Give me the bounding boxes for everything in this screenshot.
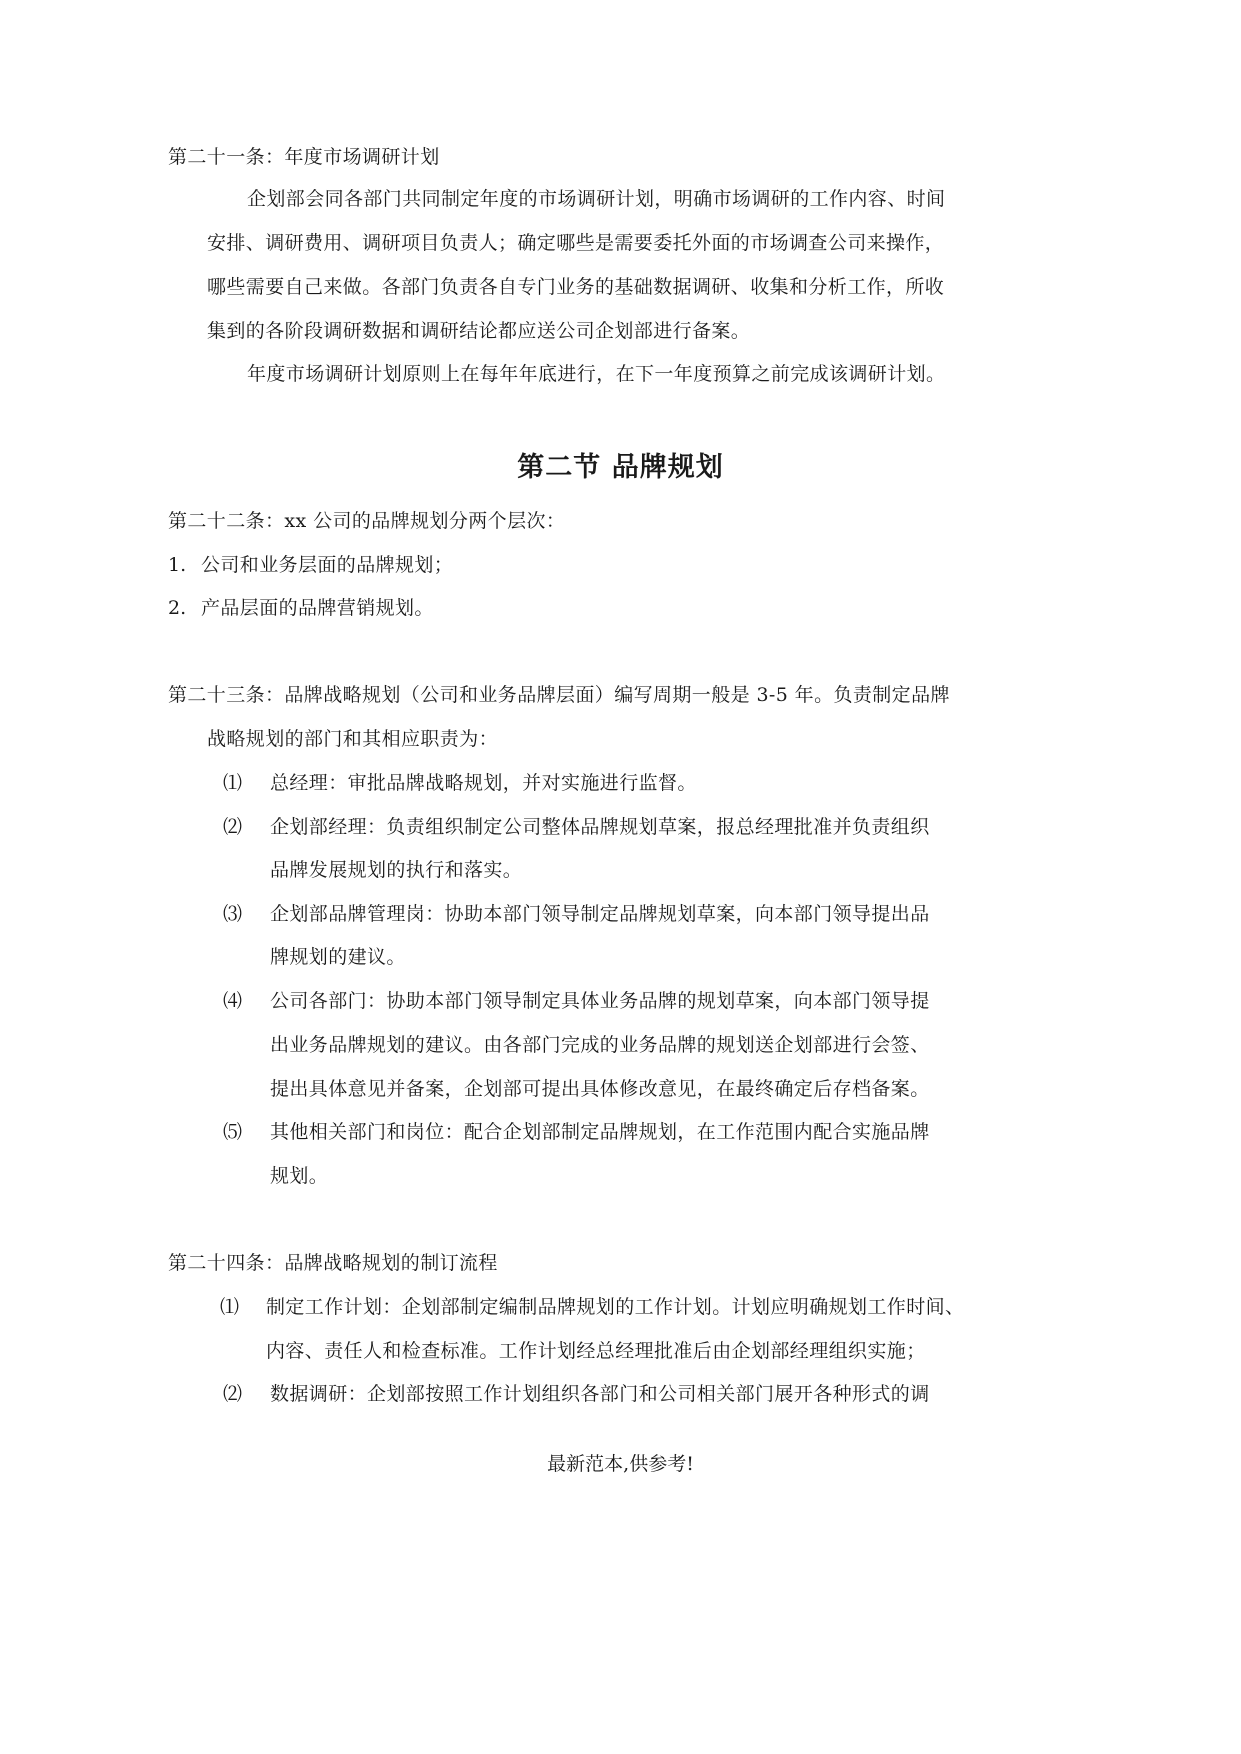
list-item-text: 数据调研：企划部按照工作计划组织各部门和公司相关部门展开各种形式的调	[270, 1383, 930, 1405]
list-item-text: 其他相关部门和岗位：配合企划部制定品牌规划，在工作范围内配合实施品牌	[270, 1121, 930, 1143]
list-item-number: ⑵	[223, 816, 243, 838]
article-23-title-line: 战略规划的部门和其相应职责为：	[207, 728, 499, 750]
list-item-text: 规划。	[270, 1165, 329, 1187]
article-22-title: 第二十二条：xx 公司的品牌规划分两个层次：	[168, 510, 566, 532]
list-item-number: ⑶	[223, 903, 243, 925]
article-24-title: 第二十四条：品牌战略规划的制订流程	[168, 1252, 498, 1274]
article-21-paragraph-line: 哪些需要自己来做。各部门负责各自专门业务的基础数据调研、收集和分析工作，所收	[207, 276, 945, 298]
list-item-text: 品牌发展规划的执行和落实。	[270, 859, 523, 881]
article-21-paragraph-line: 安排、调研费用、调研项目负责人；确定哪些是需要委托外面的市场调查公司来操作，	[207, 232, 945, 254]
list-item-text: 企划部品牌管理岗：协助本部门领导制定品牌规划草案，向本部门领导提出品	[270, 903, 930, 925]
article-23-title-line: 第二十三条：品牌战略规划（公司和业务品牌层面）编写周期一般是 3-5 年。负责制定品牌	[168, 684, 950, 706]
list-item-text: 产品层面的品牌营销规划。	[201, 597, 434, 619]
list-item-text: 总经理：审批品牌战略规划，并对实施进行监督。	[270, 772, 697, 794]
list-item-number: 2.	[168, 597, 187, 619]
page-footer: 最新范本,供参考!	[547, 1453, 694, 1475]
list-item-number: ⑷	[223, 990, 243, 1012]
list-item-number: 1.	[168, 554, 187, 576]
list-item-text: 出业务品牌规划的建议。由各部门完成的业务品牌的规划送企划部进行会签、	[270, 1034, 930, 1056]
list-item-number: ⑴	[220, 1296, 240, 1318]
list-item-text: 牌规划的建议。	[270, 946, 406, 968]
list-item-text: 制定工作计划：企划部制定编制品牌规划的工作计划。计划应明确规划工作时间、	[266, 1296, 965, 1318]
list-item-text: 公司各部门：协助本部门领导制定具体业务品牌的规划草案，向本部门领导提	[270, 990, 930, 1012]
article-21-title: 第二十一条：年度市场调研计划	[168, 146, 440, 168]
list-item-text: 提出具体意见并备案，企划部可提出具体修改意见，在最终确定后存档备案。	[270, 1078, 930, 1100]
article-21-paragraph-line: 企划部会同各部门共同制定年度的市场调研计划，明确市场调研的工作内容、时间	[247, 188, 946, 210]
list-item-text: 内容、责任人和检查标准。工作计划经总经理批准后由企划部经理组织实施；	[266, 1340, 926, 1362]
list-item-number: ⑸	[223, 1121, 243, 1143]
article-21-paragraph-line: 集到的各阶段调研数据和调研结论都应送公司企划部进行备案。	[207, 320, 751, 342]
list-item-text: 公司和业务层面的品牌规划；	[201, 554, 454, 576]
list-item-text: 企划部经理：负责组织制定公司整体品牌规划草案，报总经理批准并负责组织	[270, 816, 930, 838]
article-21-paragraph-2: 年度市场调研计划原则上在每年年底进行，在下一年度预算之前完成该调研计划。	[247, 363, 946, 385]
section-heading: 第二节 品牌规划	[517, 452, 724, 483]
list-item-number: ⑵	[223, 1383, 243, 1405]
list-item-number: ⑴	[223, 772, 243, 794]
